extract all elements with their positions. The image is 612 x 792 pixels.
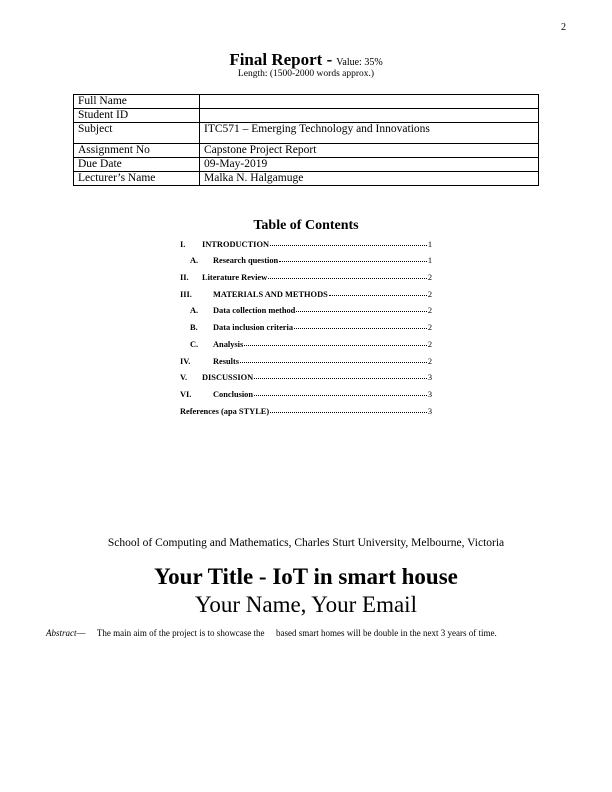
abstract-dash: — (76, 628, 86, 638)
abstract-text-part-2: based smart homes will be double in the next 3 years of time. (276, 628, 497, 638)
toc-entry-materials-and-methods[interactable] (180, 282, 432, 299)
toc-page: 2 (427, 289, 432, 299)
toc-leader (240, 361, 427, 363)
toc-number: II. (180, 273, 189, 283)
toc-leader (270, 244, 427, 246)
toc-entry-research-question[interactable] (180, 249, 432, 266)
toc-number: A. (190, 306, 199, 316)
table-row (74, 172, 539, 186)
table-of-contents (180, 232, 432, 416)
page-number: 2 (561, 22, 566, 33)
toc-number: V. (180, 373, 188, 383)
abstract-text-part-1: The main aim of the project is to showcase the (96, 628, 265, 638)
toc-number: VI. (180, 389, 192, 399)
toc-page: 3 (427, 406, 432, 416)
toc-entry-data-inclusion-criteria[interactable] (180, 315, 432, 332)
toc-leader (254, 377, 427, 379)
toc-page: 2 (427, 323, 432, 333)
toc-leader (244, 344, 427, 346)
toc-label: Research question (213, 256, 279, 266)
subject-value: ITC571 – Emerging Technology and Innovations (200, 123, 539, 144)
report-heading (0, 50, 612, 70)
toc-page: 2 (427, 273, 432, 283)
toc-page: 1 (427, 239, 432, 249)
toc-page: 3 (427, 389, 432, 399)
toc-leader (294, 327, 427, 329)
toc-number: III. (180, 289, 192, 299)
report-value: Value: 35% (336, 57, 383, 68)
student-id-label: Student ID (74, 109, 200, 123)
toc-entry-results[interactable] (180, 349, 432, 366)
toc-entry-references[interactable] (180, 399, 432, 416)
author-line: Your Name, Your Email (195, 592, 417, 617)
toc-leader (268, 277, 427, 279)
toc-page: 2 (427, 339, 432, 349)
toc-label: Results (213, 356, 240, 366)
due-date-value: 09-May-2019 (200, 158, 539, 172)
toc-page: 3 (427, 373, 432, 383)
student-info-table (73, 94, 539, 186)
toc-label: INTRODUCTION (202, 239, 270, 249)
toc-number: B. (190, 323, 198, 333)
toc-label: Data collection method (213, 306, 296, 316)
toc-number: C. (190, 339, 199, 349)
toc-title: Table of Contents (253, 218, 359, 233)
toc-entry-literature-review[interactable] (180, 265, 432, 282)
toc-entry-discussion[interactable] (180, 366, 432, 383)
toc-page: 2 (427, 306, 432, 316)
toc-entry-introduction[interactable] (180, 232, 432, 249)
toc-label: Literature Review (202, 273, 268, 283)
toc-leader (279, 260, 427, 262)
toc-label: MATERIALS AND METHODS (213, 289, 328, 299)
school-affiliation: School of Computing and Mathematics, Charles Sturt University, Melbourne, Victoria (107, 537, 505, 549)
paper-title-main: IoT in smart house (272, 564, 458, 589)
toc-entry-data-collection-method[interactable] (180, 299, 432, 316)
full-name-label: Full Name (74, 95, 200, 109)
paper-title (0, 564, 612, 590)
assignment-no-value: Capstone Project Report (200, 144, 539, 158)
toc-label: Analysis (213, 339, 244, 349)
lecturer-name-value: Malka N. Halgamuge (200, 172, 539, 186)
toc-entry-conclusion[interactable] (180, 382, 432, 399)
toc-leader (329, 294, 427, 296)
toc-label: DISCUSSION (202, 373, 254, 383)
lecturer-name-label: Lecturer’s Name (74, 172, 200, 186)
subject-label: Subject (74, 123, 200, 144)
report-length: Length: (1500-2000 words approx.) (237, 69, 375, 79)
assignment-no-label: Assignment No (74, 144, 200, 158)
table-row (74, 109, 539, 123)
due-date-label: Due Date (74, 158, 200, 172)
toc-number: I. (180, 239, 186, 249)
abstract-label: Abstract (46, 628, 77, 638)
toc-leader (296, 310, 426, 312)
toc-page: 1 (427, 256, 432, 266)
toc-leader (270, 411, 427, 413)
toc-entry-analysis[interactable] (180, 332, 432, 349)
toc-page: 2 (427, 356, 432, 366)
abstract (46, 628, 566, 638)
paper-title-prefix: Your Title - (154, 564, 267, 589)
toc-number: IV. (180, 356, 191, 366)
toc-leader (254, 394, 427, 396)
table-row (74, 158, 539, 172)
report-title: Final Report - (229, 50, 333, 69)
table-row (74, 95, 539, 109)
toc-label: Conclusion (213, 389, 254, 399)
table-row (74, 123, 539, 144)
table-row (74, 144, 539, 158)
toc-number: A. (190, 256, 199, 266)
toc-label: References (apa STYLE) (180, 406, 270, 416)
full-name-value (200, 95, 539, 109)
toc-label: Data inclusion criteria (213, 323, 294, 333)
student-id-value (200, 109, 539, 123)
